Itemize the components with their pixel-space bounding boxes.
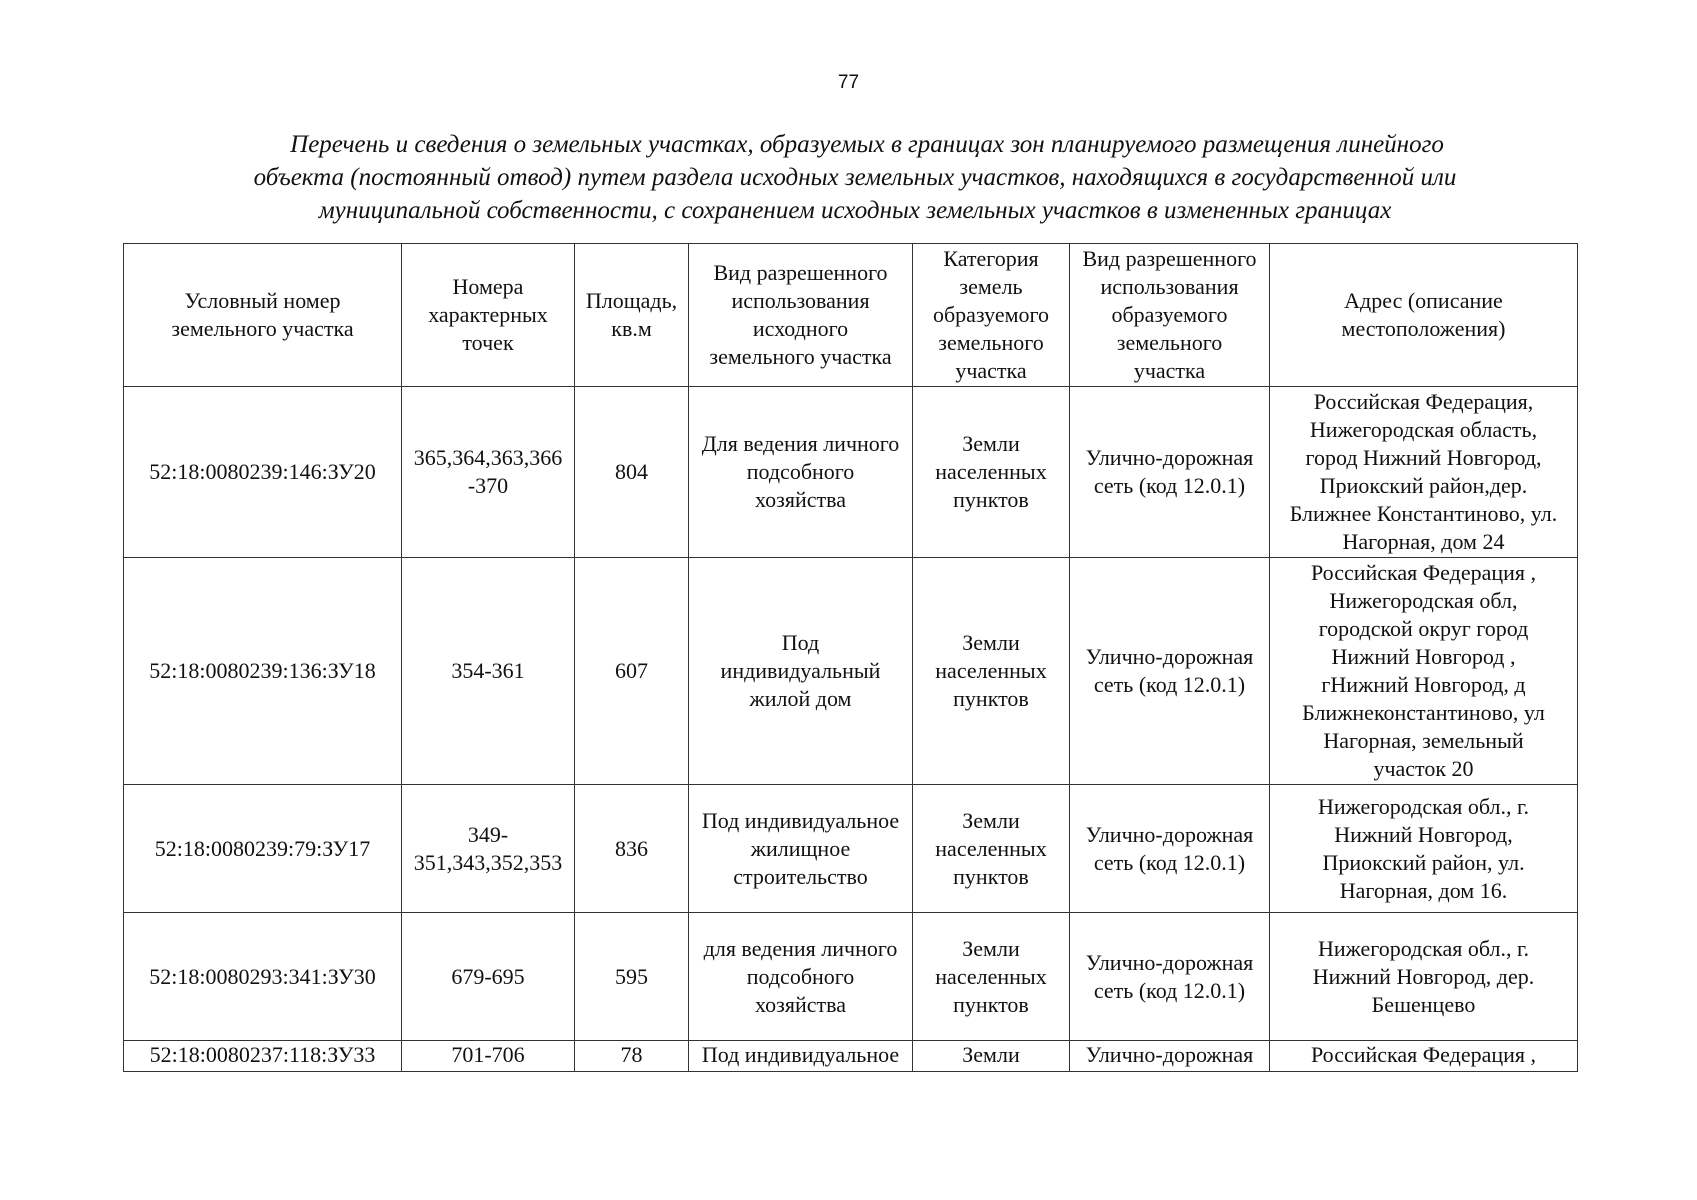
cell-characteristic-points: 354-361 [402, 558, 575, 785]
cell-address: Российская Федерация, Нижегородская область, город Нижний Новгород, Приокский район,дер. Ближнее Константиново, ул. Нагорная, дом 24 [1270, 387, 1578, 558]
header-characteristic-points: Номера характерных точек [402, 244, 575, 387]
cell-characteristic-points: 701-706 [402, 1041, 575, 1072]
cell-area: 78 [575, 1041, 689, 1072]
cell-source-permitted-use: Под индивидуальное [689, 1041, 913, 1072]
table-row [124, 387, 1578, 558]
header-source-permitted-use: Вид разрешенного использования исходного земельного участка [689, 244, 913, 387]
cell-land-category: Земли населенных пунктов [913, 387, 1070, 558]
cell-characteristic-points: 349- 351,343,352,353 [402, 785, 575, 913]
cell-address: Российская Федерация , Нижегородская обл, городской округ город Нижний Новгород , гНижний Новгород, д Ближнеконстантиново, ул Нагорная, земельный участок 20 [1270, 558, 1578, 785]
header-cadastral-number: Условный номер земельного участка [124, 244, 402, 387]
header-address: Адрес (описание местоположения) [1270, 244, 1578, 387]
cell-cadastral-number: 52:18:0080239:146:ЗУ20 [124, 387, 402, 558]
cell-land-category: Земли населенных пунктов [913, 785, 1070, 913]
header-land-category: Категория земель образуемого земельного участка [913, 244, 1070, 387]
cell-land-category: Земли населенных пунктов [913, 558, 1070, 785]
cell-area: 804 [575, 387, 689, 558]
page-title [150, 128, 1560, 227]
cell-source-permitted-use: для ведения личного подсобного хозяйства [689, 913, 913, 1041]
cell-source-permitted-use: Под индивидуальный жилой дом [689, 558, 913, 785]
cell-area: 836 [575, 785, 689, 913]
table-row [124, 1041, 1578, 1072]
cell-new-permitted-use: Улично-дорожная сеть (код 12.0.1) [1070, 785, 1270, 913]
table-row [124, 785, 1578, 913]
cell-characteristic-points: 679-695 [402, 913, 575, 1041]
page-number: 77 [837, 72, 860, 93]
table-row [124, 558, 1578, 785]
cell-new-permitted-use: Улично-дорожная сеть (код 12.0.1) [1070, 913, 1270, 1041]
title-line: Перечень и сведения о земельных участках, образуемых в границах зон планируемого размещения линейного [290, 131, 1444, 158]
cell-new-permitted-use: Улично-дорожная сеть (код 12.0.1) [1070, 387, 1270, 558]
cell-characteristic-points: 365,364,363,366 -370 [402, 387, 575, 558]
cell-cadastral-number: 52:18:0080239:79:ЗУ17 [124, 785, 402, 913]
cell-source-permitted-use: Для ведения личного подсобного хозяйства [689, 387, 913, 558]
cell-source-permitted-use: Под индивидуальное жилищное строительство [689, 785, 913, 913]
header-area: Площадь, кв.м [575, 244, 689, 387]
title-line: муниципальной собственности, с сохранением исходных земельных участков в измененных границах [318, 197, 1392, 224]
title-line: объекта (постоянный отвод) путем раздела исходных земельных участков, находящихся в государственной или [253, 164, 1457, 191]
cell-land-category: Земли [913, 1041, 1070, 1072]
cell-land-category: Земли населенных пунктов [913, 913, 1070, 1041]
cell-cadastral-number: 52:18:0080237:118:ЗУ33 [124, 1041, 402, 1072]
header-new-permitted-use: Вид разрешенного использования образуемого земельного участка [1070, 244, 1270, 387]
cell-address: Нижегородская обл., г. Нижний Новгород, дер. Бешенцево [1270, 913, 1578, 1041]
cell-address: Нижегородская обл., г. Нижний Новгород, Приокский район, ул. Нагорная, дом 16. [1270, 785, 1578, 913]
table-header-row [124, 244, 1578, 387]
table-row [124, 913, 1578, 1041]
cell-area: 607 [575, 558, 689, 785]
cell-area: 595 [575, 913, 689, 1041]
cell-new-permitted-use: Улично-дорожная [1070, 1041, 1270, 1072]
cell-address: Российская Федерация , [1270, 1041, 1578, 1072]
land-plots-table [123, 243, 1578, 1072]
cell-cadastral-number: 52:18:0080239:136:ЗУ18 [124, 558, 402, 785]
cell-new-permitted-use: Улично-дорожная сеть (код 12.0.1) [1070, 558, 1270, 785]
cell-cadastral-number: 52:18:0080293:341:ЗУ30 [124, 913, 402, 1041]
